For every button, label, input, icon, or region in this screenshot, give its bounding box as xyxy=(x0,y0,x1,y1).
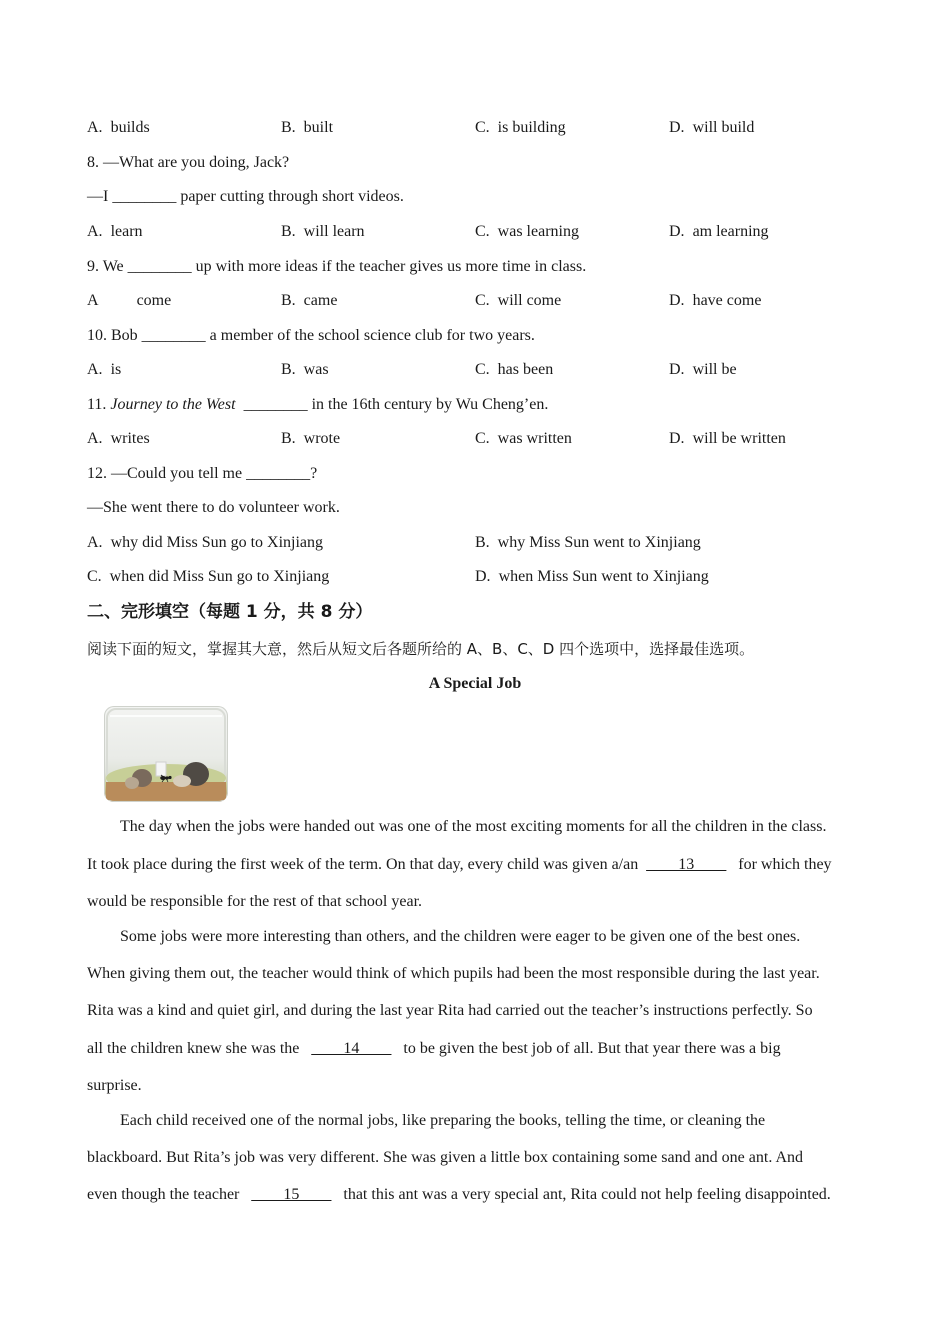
para2-line2: When giving them out, the teacher would think of which pupils had been the most responsible during the last year. xyxy=(87,965,820,982)
question-text: We ________ up with more ideas if the teacher gives us more time in class. xyxy=(102,258,587,275)
option-letter: A. xyxy=(87,119,103,136)
option-letter: D. xyxy=(669,430,685,447)
text-segment: that this ant was a very special ant, Rita could not help feeling disappointed. xyxy=(343,1186,831,1203)
option-letter: C. xyxy=(475,119,490,136)
q12-stem-line2: —She went there to do volunteer work. xyxy=(87,499,340,516)
q10-option-c xyxy=(475,360,553,380)
para1-line1: The day when the jobs were handed out was one of the most exciting moments for all the children in the class. xyxy=(120,818,827,835)
text-segment: It took place during the first week of the term. On that day, every child was given a/an xyxy=(87,856,639,873)
option-letter: B. xyxy=(281,361,296,378)
q8-option-c xyxy=(475,222,579,242)
option-text: when did Miss Sun go to Xinjiang xyxy=(109,568,330,585)
option-text: is xyxy=(110,361,122,378)
option-text: was xyxy=(303,361,329,378)
q9-option-a xyxy=(87,291,171,311)
q9-option-d xyxy=(669,291,761,311)
option-letter: D. xyxy=(669,119,685,136)
q12-option-b xyxy=(475,533,701,553)
q10-option-d xyxy=(669,360,737,380)
option-text: will come xyxy=(497,292,562,309)
option-letter: B. xyxy=(281,430,296,447)
question-number: 10. xyxy=(87,327,107,344)
text-segment: even though the teacher xyxy=(87,1186,240,1203)
q11-stem xyxy=(87,395,548,415)
text-segment: all the children knew she was the xyxy=(87,1040,300,1057)
q7-option-a xyxy=(87,118,150,138)
option-letter: B. xyxy=(475,534,490,551)
q9-option-b xyxy=(281,291,337,311)
q12-option-d xyxy=(475,567,709,587)
q12-stem-line1 xyxy=(87,464,317,484)
question-number: 11. xyxy=(87,396,107,413)
option-text: will build xyxy=(692,119,755,136)
q12-option-c xyxy=(87,567,329,587)
option-text: built xyxy=(303,119,334,136)
q10-stem xyxy=(87,326,535,346)
option-letter: A. xyxy=(87,361,103,378)
option-text: is building xyxy=(497,119,566,136)
section-instruction: 阅读下面的短文，掌握其大意，然后从短文后各题所给的 A、B、C、D 四个选项中，选择最佳选项。 xyxy=(87,640,755,658)
q11-option-c xyxy=(475,429,572,449)
option-text: was learning xyxy=(497,223,579,240)
ant-box-illustration xyxy=(104,706,228,802)
option-text: when Miss Sun went to Xinjiang xyxy=(498,568,709,585)
option-letter: D. xyxy=(475,568,491,585)
option-text: will learn xyxy=(303,223,365,240)
q8-stem-line1 xyxy=(87,153,289,173)
q11-option-a xyxy=(87,429,150,449)
option-text: am learning xyxy=(692,223,769,240)
option-text: learn xyxy=(110,223,143,240)
question-text: —Could you tell me ________? xyxy=(111,465,318,482)
option-letter: C. xyxy=(87,568,102,585)
option-text: will be written xyxy=(692,430,786,447)
q7-option-d xyxy=(669,118,754,138)
q11-option-b xyxy=(281,429,340,449)
option-letter: C. xyxy=(475,361,490,378)
q10-option-b xyxy=(281,360,329,380)
option-letter: D. xyxy=(669,223,685,240)
q8-option-a xyxy=(87,222,143,242)
para2-line5: surprise. xyxy=(87,1077,142,1094)
text-segment: for which they xyxy=(738,856,832,873)
option-text: wrote xyxy=(303,430,341,447)
para2-line4 xyxy=(87,1039,863,1059)
para2-line1: Some jobs were more interesting than others, and the children were eager to be given one of the best ones. xyxy=(120,928,801,945)
option-text: why did Miss Sun go to Xinjiang xyxy=(110,534,324,551)
option-text: have come xyxy=(692,292,762,309)
question-number: 12. xyxy=(87,465,107,482)
story-title: A Special Job xyxy=(428,675,522,692)
ant-box-photo xyxy=(104,706,228,802)
section-heading: 二、完形填空（每题 1 分，共 8 分） xyxy=(87,602,373,622)
para3-line3 xyxy=(87,1185,863,1205)
option-letter: A. xyxy=(87,534,103,551)
question-number: 9. xyxy=(87,258,99,275)
option-letter: B. xyxy=(281,292,296,309)
para2-line3: Rita was a kind and quiet girl, and during the last year Rita had carried out the teacher’s instructions perfectly. So xyxy=(87,1002,813,1019)
book-title: Journey to the West xyxy=(110,396,236,413)
option-letter: B. xyxy=(281,223,296,240)
option-text: has been xyxy=(497,361,554,378)
option-text: came xyxy=(303,292,338,309)
option-letter: A. xyxy=(87,223,103,240)
question-text: —What are you doing, Jack? xyxy=(103,154,290,171)
q8-option-d xyxy=(669,222,769,242)
q12-option-a xyxy=(87,533,323,553)
q8-stem-line2: —I ________ paper cutting through short videos. xyxy=(87,188,404,205)
para3-line2: blackboard. But Rita’s job was very different. She was given a little box containing some sand and one ant. And xyxy=(87,1149,803,1166)
para1-line3: would be responsible for the rest of that school year. xyxy=(87,893,423,910)
option-letter: A xyxy=(87,292,99,309)
option-letter: A. xyxy=(87,430,103,447)
question-text: ________ in the 16th century by Wu Cheng’en. xyxy=(243,396,549,413)
option-text: was written xyxy=(497,430,572,447)
q7-option-c xyxy=(475,118,566,138)
option-text: writes xyxy=(110,430,150,447)
q11-option-d xyxy=(669,429,786,449)
blank-14: ____14____ xyxy=(311,1040,392,1057)
q10-option-a xyxy=(87,360,121,380)
option-text: builds xyxy=(110,119,150,136)
option-text: come xyxy=(136,292,172,309)
para3-line1: Each child received one of the normal jobs, like preparing the books, telling the time, or cleaning the xyxy=(120,1112,766,1129)
blank-13: ____13____ xyxy=(646,856,727,873)
text-segment: to be given the best job of all. But that year there was a big xyxy=(403,1040,781,1057)
q9-option-c xyxy=(475,291,561,311)
option-letter: C. xyxy=(475,430,490,447)
blank-15: ____15____ xyxy=(251,1186,332,1203)
q8-option-b xyxy=(281,222,365,242)
option-text: why Miss Sun went to Xinjiang xyxy=(497,534,701,551)
q7-option-b xyxy=(281,118,333,138)
question-text: Bob ________ a member of the school science club for two years. xyxy=(111,327,535,344)
option-letter: D. xyxy=(669,361,685,378)
q9-stem xyxy=(87,257,586,277)
option-letter: C. xyxy=(475,292,490,309)
question-number: 8. xyxy=(87,154,99,171)
option-letter: C. xyxy=(475,223,490,240)
option-text: will be xyxy=(692,361,737,378)
para1-line2 xyxy=(87,855,863,875)
option-letter: D. xyxy=(669,292,685,309)
option-letter: B. xyxy=(281,119,296,136)
